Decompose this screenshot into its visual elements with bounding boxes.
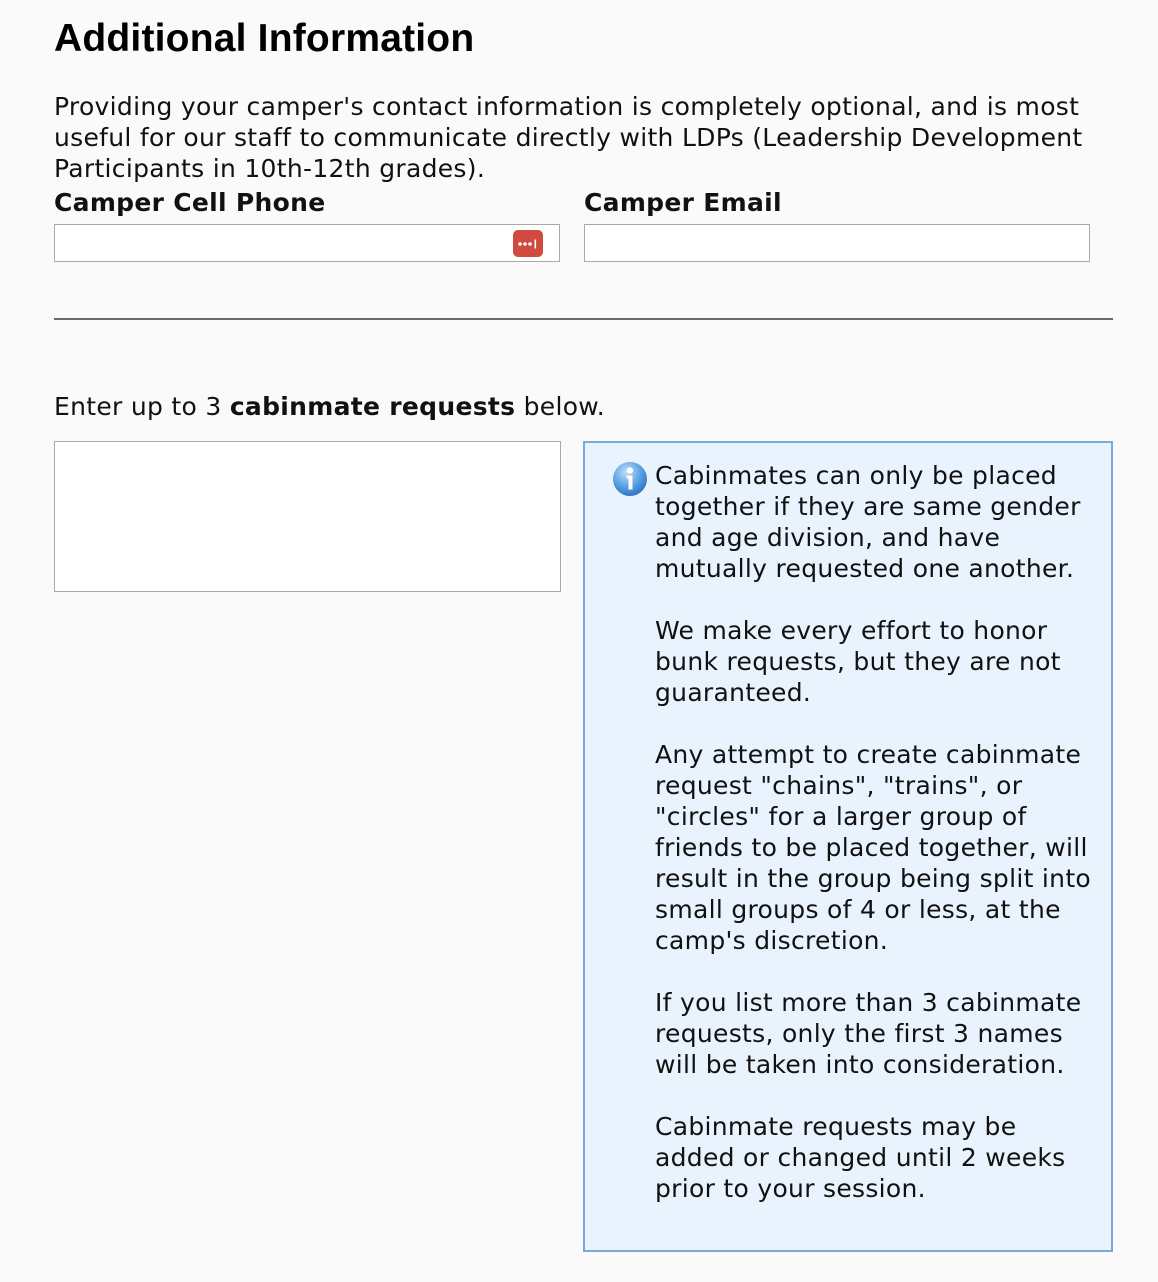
info-paragraph: Any attempt to create cabinmate request "chains", "trains", or "circles" for a larger group of friends to be placed together, will result in the group being split into small groups of 4 or less, at the camp's discretion. <box>655 740 1092 955</box>
section-divider <box>54 318 1113 320</box>
password-dots-glyph <box>517 239 539 249</box>
cabinmate-info-box <box>583 441 1113 1252</box>
cabinmate-requests-textarea[interactable] <box>54 441 561 592</box>
camper-email-input[interactable] <box>584 224 1090 262</box>
info-paragraph: We make every effort to honor bunk requests, but they are not guaranteed. <box>655 616 1061 707</box>
section-title: Additional Information <box>54 17 475 60</box>
cabinmate-prompt-suffix: below. <box>523 392 605 421</box>
camper-email-label: Camper Email <box>584 188 782 217</box>
info-paragraph: Cabinmate requests may be added or changed until 2 weeks prior to your session. <box>655 1112 1066 1203</box>
cabinmate-prompt-prefix: Enter up to 3 <box>54 392 222 421</box>
password-manager-icon[interactable] <box>513 230 543 257</box>
camper-cell-phone-input[interactable] <box>54 224 560 262</box>
info-icon <box>612 461 648 497</box>
info-text <box>655 460 1100 1204</box>
info-paragraph: Cabinmates can only be placed together if they are same gender and age division, and have mutually requested one another. <box>655 461 1081 583</box>
camper-cell-phone-label: Camper Cell Phone <box>54 188 326 217</box>
cabinmate-prompt <box>54 391 605 423</box>
cabinmate-prompt-emphasis: cabinmate requests <box>229 392 516 421</box>
section-intro: Providing your camper's contact information is completely optional, and is most useful for our staff to communicate directly with LDPs (Leadership Development Participants in 10th-12th grades). <box>54 92 1083 183</box>
info-paragraph: If you list more than 3 cabinmate requests, only the first 3 names will be taken into consideration. <box>655 988 1082 1079</box>
